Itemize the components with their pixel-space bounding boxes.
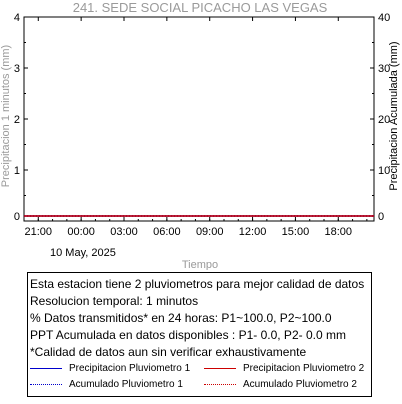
- y-left-tick-label: 0: [13, 211, 20, 223]
- legend-label-precip-2: Precipitacion Pluviometro 2: [243, 363, 365, 374]
- legend-item-precip-1: [30, 362, 200, 376]
- y-left-tick-label: 2: [13, 114, 20, 126]
- info-line-resolution: Resolucion temporal: 1 minutos: [30, 294, 199, 308]
- legend-label-precip-1: Precipitacion Pluviometro 1: [69, 363, 191, 374]
- y-right-tick-label: 0: [378, 211, 385, 223]
- y-axis-right-title: Precipitacion Acumulada (mm): [388, 41, 400, 191]
- y-axis-left-title: Precipitacion 1 minutos (mm): [0, 44, 12, 188]
- chart-title: 241. SEDE SOCIAL PICACHO LAS VEGAS: [72, 0, 328, 15]
- info-line-quality-note: *Calidad de datos aun sin verificar exhaustivamente: [30, 345, 307, 359]
- legend-label-accum-2: Acumulado Pluviometro 2: [243, 379, 357, 390]
- x-tick-label: 09:00: [195, 226, 224, 238]
- x-tick-label: 15:00: [281, 226, 310, 238]
- y-right-tick-label: 20: [378, 114, 391, 126]
- legend-swatch-precip-2: [204, 368, 236, 369]
- legend-swatch-precip-1: [30, 368, 62, 369]
- legend-item-accum-1: [30, 378, 200, 392]
- x-tick-label: 03:00: [110, 226, 138, 238]
- x-tick-label: 21:00: [24, 226, 53, 238]
- x-tick-label: 18:00: [324, 226, 353, 238]
- plot-frame: [24, 17, 374, 221]
- legend-swatch-accum-2: [204, 384, 236, 385]
- date-label: 10 May, 2025: [50, 247, 116, 259]
- plot-area: [14, 12, 390, 238]
- info-line-stations: Esta estacion tiene 2 pluviometros para mejor calidad de datos: [30, 277, 365, 291]
- y-left-tick-label: 3: [13, 63, 20, 75]
- legend-label-accum-1: Acumulado Pluviometro 1: [69, 379, 183, 390]
- info-line-accumulated: PPT Acumulada en datos disponibles : P1- 0.0, P2- 0.0 mm: [30, 328, 346, 342]
- y-left-tick-label: 1: [13, 165, 20, 177]
- y-right-tick-label: 10: [378, 165, 391, 177]
- y-left-tick-label: 4: [13, 12, 20, 24]
- x-axis-title: Tiempo: [181, 259, 219, 270]
- y-right-tick-label: 40: [378, 12, 391, 24]
- y-right-tick-label: 30: [378, 63, 391, 75]
- legend-item-accum-2: [204, 378, 369, 392]
- info-panel: [27, 272, 372, 397]
- x-tick-label: 12:00: [238, 226, 267, 238]
- x-tick-label: 06:00: [153, 226, 181, 238]
- legend-item-precip-2: [204, 362, 369, 376]
- info-line-transmitted: % Datos transmitidos* en 24 horas: P1~100.0, P2~100.0: [30, 311, 332, 325]
- legend-swatch-accum-1: [30, 384, 62, 385]
- x-tick-label: 00:00: [67, 226, 95, 238]
